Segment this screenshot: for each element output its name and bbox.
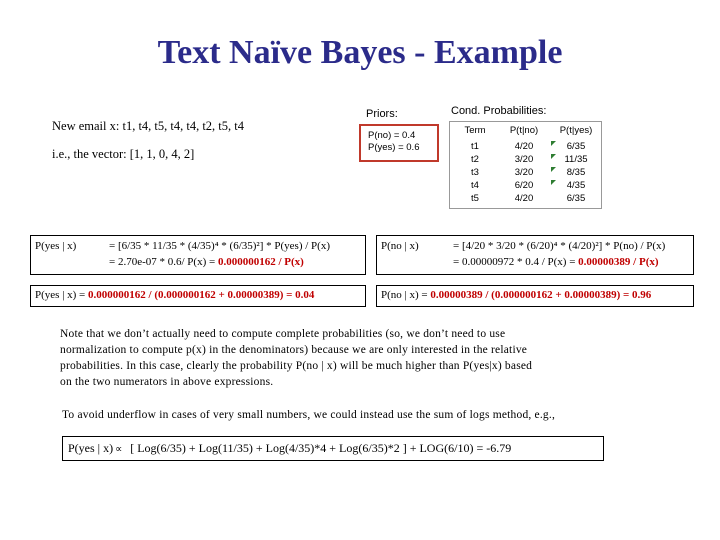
marker-icon — [551, 141, 556, 146]
p-no-cell: 3/20 — [514, 167, 534, 178]
table-header — [450, 125, 601, 138]
p-no-cell: 6/20 — [514, 180, 534, 191]
p-yes-cell: 11/35 — [564, 154, 588, 165]
no-calc-result: 0.00000389 / P(x) — [578, 256, 659, 268]
underflow-text: To avoid underflow in cases of very small numbers, we could instead use the sum of logs method, e.g., — [62, 409, 556, 421]
cond-heading: Cond. Probabilities: — [451, 105, 547, 117]
header-p-no: P(t|no) — [509, 125, 539, 136]
prior-no: P(no) = 0.4 — [368, 130, 416, 141]
cond-prob-table — [449, 121, 602, 209]
no-calc-line1: = [4/20 * 3/20 * (6/20)⁴ * (4/20)²] * P(no) / P(x) — [453, 240, 666, 252]
yes-norm-prefix: P(yes | x) = — [35, 289, 89, 301]
log-eq-box — [62, 436, 604, 461]
term-cell: t5 — [471, 193, 479, 204]
header-p-yes: P(t|yes) — [559, 125, 593, 136]
no-calc-prefix: = 0.00000972 * 0.4 / P(x) = — [453, 256, 579, 268]
log-eq-lhs: P(yes | x) — [68, 441, 114, 455]
p-yes-cell: 4/35 — [566, 180, 586, 191]
prior-yes: P(yes) = 0.6 — [368, 142, 420, 153]
table-row — [450, 141, 601, 154]
yes-calc-line2 — [109, 256, 304, 268]
p-yes-cell: 6/35 — [566, 141, 586, 152]
yes-calc-box — [30, 235, 366, 275]
p-yes-cell: 8/35 — [566, 167, 586, 178]
p-no-cell: 4/20 — [514, 193, 534, 204]
table-row — [450, 193, 601, 206]
marker-icon — [551, 167, 556, 172]
note-line: normalization to compute p(x) in the denominators) because we are only interested in the relative — [60, 344, 528, 356]
yes-calc-prefix: = 2.70e-07 * 0.6/ P(x) = — [109, 256, 218, 268]
no-calc-label: P(no | x) — [381, 240, 419, 252]
header-term: Term — [464, 125, 486, 136]
email-line: New email x: t1, t4, t5, t4, t4, t2, t5, t4 — [52, 119, 244, 133]
marker-icon — [551, 154, 556, 159]
term-cell: t4 — [471, 180, 479, 191]
note-line: on the two numerators in above expressions. — [60, 376, 274, 388]
marker-icon — [551, 180, 556, 185]
yes-norm-result: 0.000000162 / (0.000000162 + 0.00000389) = 0.04 — [88, 289, 315, 301]
yes-norm-line — [35, 289, 314, 301]
priors-heading: Priors: — [366, 108, 398, 120]
term-cell: t2 — [471, 154, 479, 165]
p-no-cell: 4/20 — [514, 141, 534, 152]
p-yes-cell: 6/35 — [566, 193, 586, 204]
no-norm-prefix: P(no | x) = — [381, 289, 431, 301]
no-calc-box — [376, 235, 694, 275]
yes-norm-box — [30, 285, 366, 307]
no-norm-result: 0.00000389 / (0.000000162 + 0.00000389) = 0.96 — [430, 289, 652, 301]
yes-calc-label: P(yes | x) — [35, 240, 77, 252]
no-norm-box — [376, 285, 694, 307]
note-paragraph — [60, 326, 532, 390]
table-row — [450, 180, 601, 193]
vector-line: i.e., the vector: [1, 1, 0, 4, 2] — [52, 147, 195, 161]
no-norm-line — [381, 289, 651, 301]
log-eq-rhs: [ Log(6/35) + Log(11/35) + Log(4/35)*4 + Log(6/35)*2 ] + LOG(6/10) = -6.79 — [130, 441, 512, 455]
no-calc-line2 — [453, 256, 659, 268]
yes-calc-result: 0.000000162 / P(x) — [217, 256, 304, 268]
yes-calc-line1: = [6/35 * 11/35 * (4/35)⁴ * (6/35)²] * P(yes) / P(x) — [109, 240, 330, 252]
term-cell: t1 — [471, 141, 479, 152]
term-cell: t3 — [471, 167, 479, 178]
priors-box — [359, 124, 439, 162]
note-line: probabilities. In this case, clearly the probability P(no | x) will be much higher than P(yes|x) based — [60, 360, 533, 372]
table-row — [450, 167, 601, 180]
table-row — [450, 154, 601, 167]
slide-title: Text Naïve Bayes - Example — [157, 34, 563, 71]
p-no-cell: 3/20 — [514, 154, 534, 165]
log-eq-symbol: ∝ — [115, 444, 123, 455]
note-line: Note that we don’t actually need to compute complete probabilities (so, we don’t need to use — [60, 328, 506, 340]
log-eq-line — [68, 441, 511, 456]
